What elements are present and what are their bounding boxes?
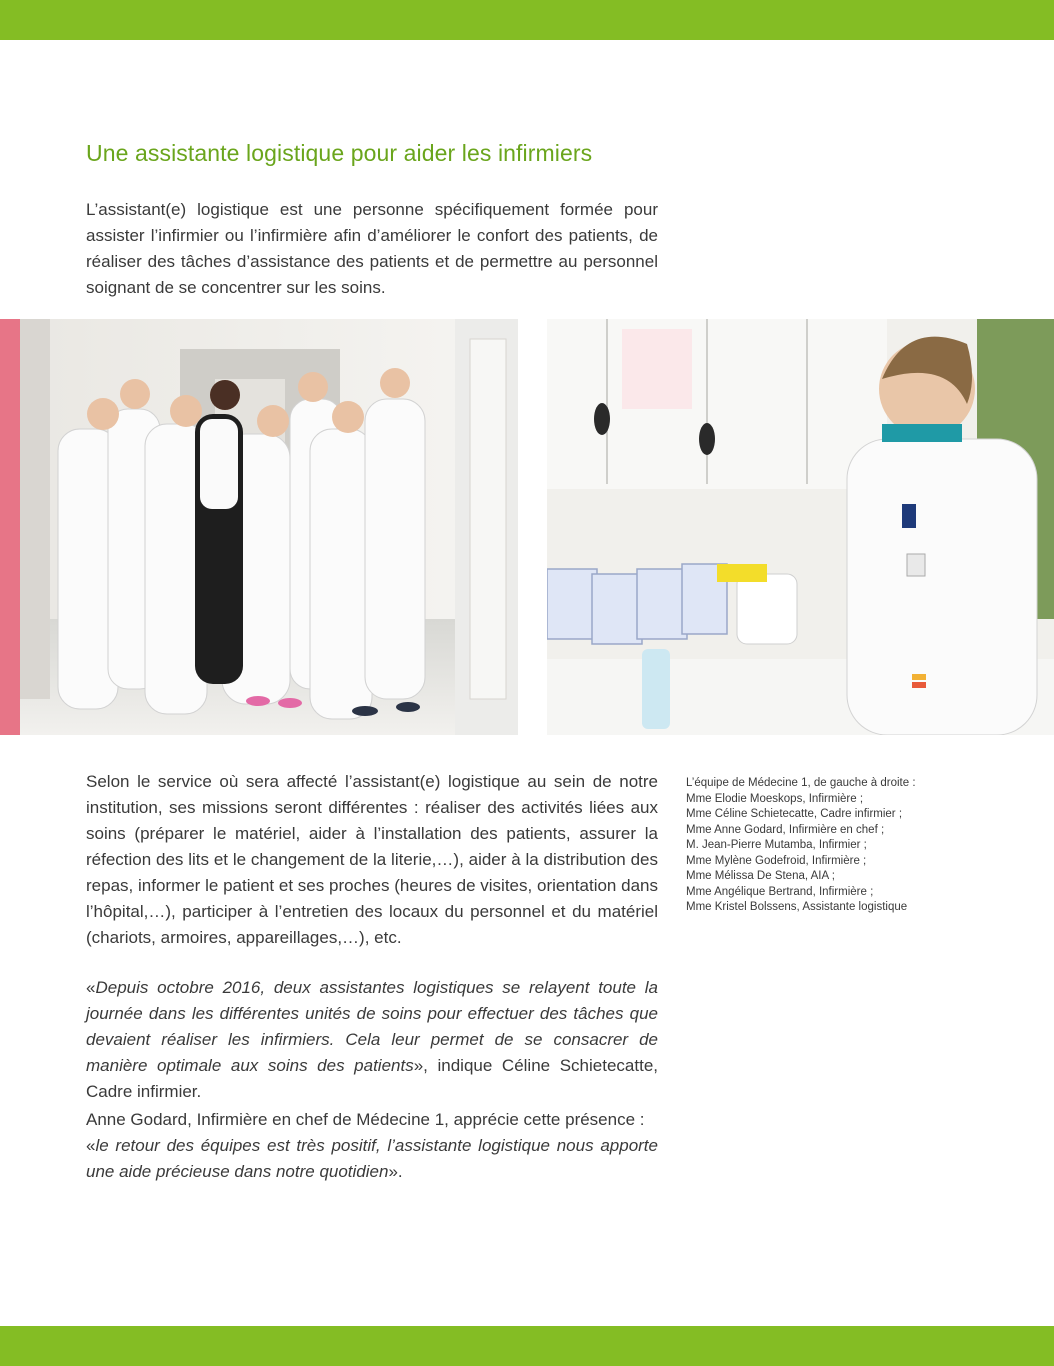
caption-line: Mme Elodie Moeskops, Infirmière ;: [686, 792, 864, 805]
caption-line: Mme Mylène Godefroid, Infirmière ;: [686, 854, 867, 867]
caption-line: Mme Anne Godard, Infirmière en chef ;: [686, 823, 885, 836]
nurse-photo: [547, 319, 1054, 735]
quote-attribution: », indique Céline Schietecatte, Cadre infirmier.: [86, 1056, 658, 1101]
godard-paragraph: [86, 1107, 658, 1185]
caption-line: Mme Angélique Bertrand, Infirmière ;: [686, 885, 874, 898]
godard-quote-close: ».: [388, 1162, 403, 1181]
godard-quote-open: «: [86, 1136, 96, 1155]
caption-line: M. Jean-Pierre Mutamba, Infirmier ;: [686, 839, 867, 851]
godard-quote: le retour des équipes est très positif, l’assistante logistique nous apporte une aide précieuse dans notre quotidien: [86, 1136, 658, 1181]
caption-line: Mme Mélissa De Stena, AIA ;: [686, 870, 835, 882]
bottom-green-band: [0, 1326, 1054, 1366]
missions-paragraph: Selon le service où sera affecté l’assistant(e) logistique au sein de notre institution, ses missions seront différentes : réaliser des activités liées aux soins (préparer le matériel, aider à l’installation des patients, assurer la réfection des lits et le changement de la literie,…), aider à la distribution des repas, informer le patient et ses proches (heures de visites, orientation dans l’hôpital,…), participer à l’entretien des locaux du personnel et du matériel (chariots, armoires, appareillages,…), etc.: [86, 772, 658, 947]
team-photo: [0, 319, 518, 735]
quote-paragraph: [86, 975, 658, 1105]
photo-caption: [686, 776, 946, 916]
caption-line: Mme Céline Schietecatte, Cadre infirmier ;: [686, 808, 903, 820]
top-green-band: [0, 0, 1054, 40]
quote-open: «: [86, 978, 96, 997]
intro-paragraph: L’assistant(e) logistique est une personne spécifiquement formée pour assister l’infirmier ou l’infirmière afin d’améliorer le confort des patients, de réaliser des tâches d’assistance des patients et de permettre au personnel soignant de se concentrer sur les soins.: [86, 200, 658, 297]
caption-line: Mme Kristel Bolssens, Assistante logistique: [686, 901, 908, 913]
godard-lead: Anne Godard, Infirmière en chef de Médecine 1, apprécie cette présence :: [86, 1110, 645, 1129]
quote-text: Depuis octobre 2016, deux assistantes logistiques se relayent toute la journée dans les différentes unités de soins pour effectuer des tâches que devaient réaliser les infirmiers. Cela leur permet de se consacrer de manière optimale aux soins des patients: [86, 978, 658, 1075]
page-title: Une assistante logistique pour aider les infirmiers: [86, 140, 593, 166]
caption-heading: L’équipe de Médecine 1, de gauche à droite :: [686, 777, 916, 789]
